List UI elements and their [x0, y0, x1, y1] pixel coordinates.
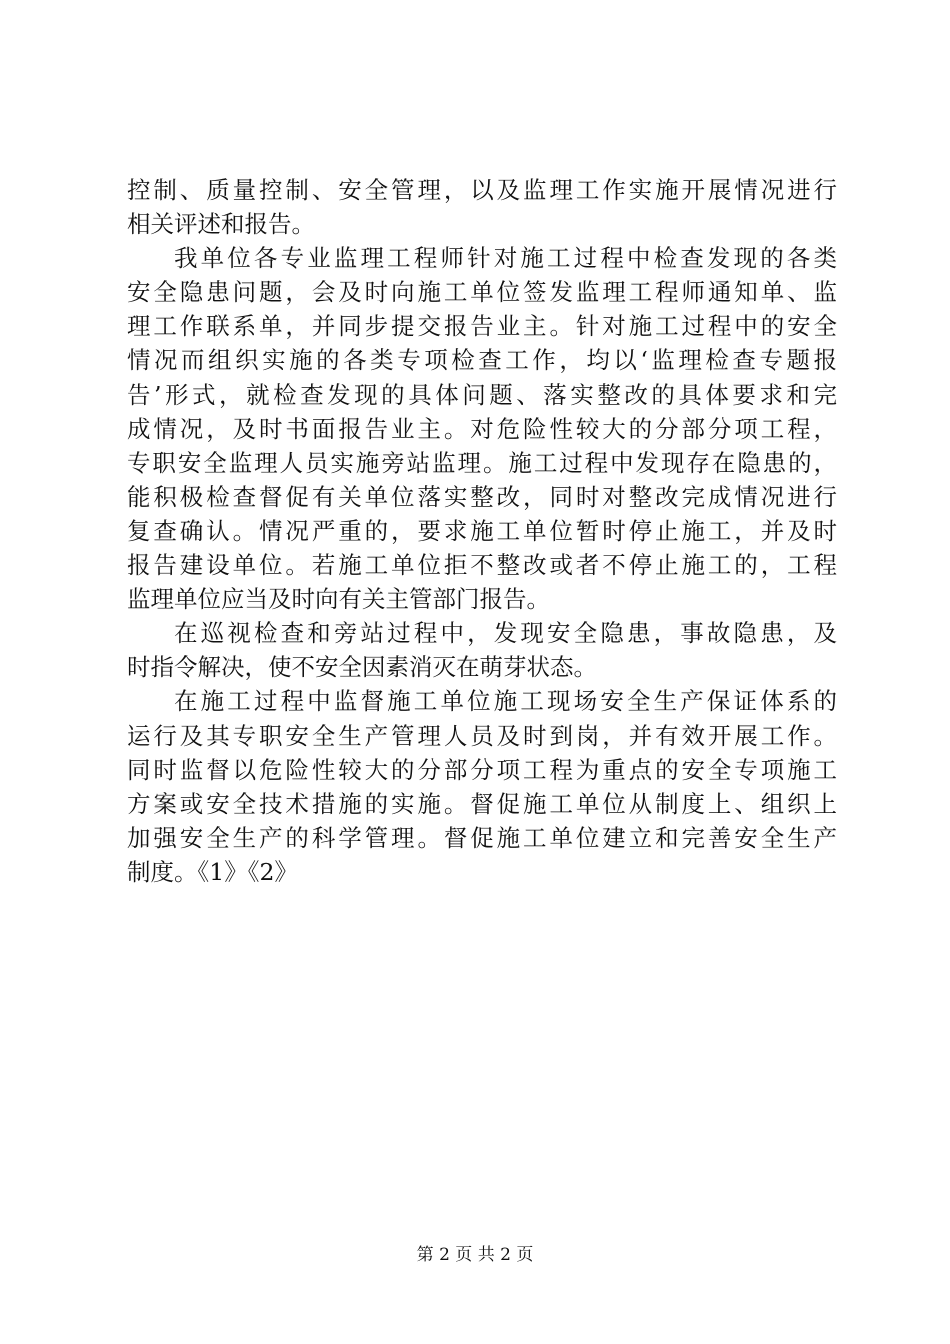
text-line: 情况而组织实施的各类专项检查工作，均以‘监理检查专题报: [127, 346, 837, 375]
text-line: 专职安全监理人员实施旁站监理。施工过程中发现存在隐患的，: [127, 448, 837, 477]
paragraph-first-line: 在巡视检查和旁站过程中，发现安全隐患，事故隐患，及: [174, 619, 837, 648]
text-line: 运行及其专职安全生产管理人员及时到岗，并有效开展工作。: [127, 721, 837, 750]
text-line: 安全隐患问题，会及时向施工单位签发监理工程师通知单、监: [127, 278, 837, 307]
paragraph-first-line: 我单位各专业监理工程师针对施工过程中检查发现的各类: [174, 244, 837, 273]
text-line: 能积极检查督促有关单位落实整改，同时对整改完成情况进行: [127, 482, 837, 511]
page-number-footer: 第 2 页 共 2 页: [416, 1245, 534, 1265]
text-line: 时指令解决，使不安全因素消灭在萌芽状态。: [127, 653, 597, 682]
text-line: 成情况，及时书面报告业主。对危险性较大的分部分项工程，: [127, 414, 837, 443]
document-body: [127, 173, 837, 889]
text-line: 理工作联系单，并同步提交报告业主。针对施工过程中的安全: [127, 312, 837, 341]
text-line: 相关评述和报告。: [127, 210, 315, 239]
text-line: 监理单位应当及时向有关主管部门报告。: [127, 585, 550, 614]
text-line: 复查确认。情况严重的，要求施工单位暂时停止施工，并及时: [127, 516, 837, 545]
text-line: 制度。《1》《2》: [127, 857, 298, 886]
text-line: 控制、质量控制、安全管理，以及监理工作实施开展情况进行: [127, 176, 837, 204]
text-line: 同时监督以危险性较大的分部分项工程为重点的安全专项施工: [127, 755, 837, 784]
text-line: 报告建设单位。若施工单位拒不整改或者不停止施工的，工程: [127, 551, 837, 580]
text-line: 告’形式，就检查发现的具体问题、落实整改的具体要求和完: [127, 380, 837, 409]
text-line: 加强安全生产的科学管理。督促施工单位建立和完善安全生产: [127, 823, 837, 852]
text-line: 方案或安全技术措施的实施。督促施工单位从制度上、组织上: [127, 789, 837, 818]
paragraph-first-line: 在施工过程中监督施工单位施工现场安全生产保证体系的: [174, 687, 837, 716]
